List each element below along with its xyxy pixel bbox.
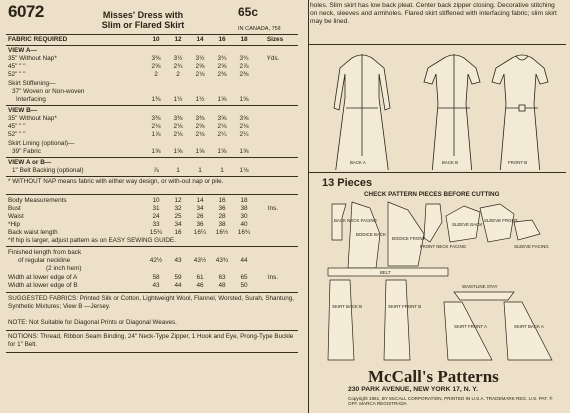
- back-view-sketches: [308, 46, 566, 170]
- row-label: Skirt Lining (optional)—: [8, 140, 75, 147]
- cell: 2¾: [173, 63, 183, 70]
- divider: [6, 330, 298, 331]
- cell: 2⅝: [195, 63, 205, 70]
- view-a-heading: VIEW A—: [8, 47, 37, 54]
- cell: 3¾: [217, 55, 227, 62]
- row-label: 37" Woven or Non-woven: [12, 88, 85, 95]
- divider: [308, 172, 566, 173]
- cell: 1: [220, 167, 224, 174]
- table-row: [6, 197, 298, 205]
- cell: 65: [240, 274, 248, 281]
- row-label: Waist: [8, 213, 24, 220]
- cell: 61: [196, 274, 204, 281]
- label-front-neck-facing: FRONT NECK FACING: [420, 244, 467, 249]
- copyright: Copyright 1961, BY McCALL CORPORATION, PRINTED IN U.S.A. TRADEMARK REG. U.S. PAT. ® OFF. MARCA REGISTRADA: [348, 396, 553, 406]
- back-a-label: BACK A: [350, 160, 366, 165]
- label-skirt-front-b: SKIRT FRONT B: [388, 304, 422, 309]
- back-b-label: BACK B: [442, 160, 459, 165]
- row-label: Back waist length: [8, 229, 58, 236]
- cell: 16: [174, 229, 182, 236]
- row-label: Body Measurements: [8, 197, 67, 204]
- cell: 50: [240, 282, 248, 289]
- cell: 3⅜: [151, 55, 161, 62]
- cell: 16¼: [193, 229, 207, 236]
- cell: 3⅝: [217, 115, 227, 122]
- divider: [6, 194, 298, 195]
- row-label: of regular neckline: [18, 257, 71, 264]
- pattern-title: [88, 10, 198, 30]
- cell: 36: [196, 221, 204, 228]
- cell: 28: [218, 213, 226, 220]
- divider: [6, 292, 298, 293]
- back-b-sketch: [424, 54, 480, 170]
- cell: 42½: [149, 257, 163, 264]
- row-label: 52" " ": [8, 71, 26, 78]
- cell: 2⅛: [239, 123, 249, 130]
- table-row: [6, 55, 298, 63]
- canada-price: IN CANADA, 75¢: [238, 26, 281, 32]
- finished-line-1: [6, 249, 298, 257]
- title-line-1: Misses' Dress with: [102, 10, 184, 20]
- skirt-back-a-piece: [504, 302, 552, 360]
- sleeve-facing-piece: [514, 220, 540, 240]
- cell: 3¾: [239, 55, 249, 62]
- skirt-front-b-piece: [384, 280, 410, 360]
- size-cell: 12: [174, 36, 182, 43]
- cell: 3½: [195, 55, 205, 62]
- cell: 1⅝: [195, 148, 205, 155]
- cell: 43: [174, 257, 182, 264]
- sleeve-front-piece: [480, 204, 514, 242]
- table-row: [6, 96, 298, 104]
- cell: 2⅛: [195, 131, 205, 138]
- waistline-stay-piece: [454, 292, 514, 300]
- cell: 2⅛: [173, 123, 183, 130]
- cell: 16: [218, 197, 226, 204]
- cell: 34: [174, 221, 182, 228]
- table-row: [6, 229, 298, 237]
- cell: 2⅝: [195, 123, 205, 130]
- finished-line-3: [6, 265, 298, 273]
- cell: 14: [196, 197, 204, 204]
- view-a-heading-row: [6, 47, 298, 55]
- size-cell: 18: [240, 36, 248, 43]
- size-cell: 10: [152, 36, 160, 43]
- divider: [6, 246, 298, 247]
- cell: 3⅜: [151, 115, 161, 122]
- pieces-count: 13 Pieces: [322, 177, 373, 189]
- hip-note: *If hip is larger, adjust pattern as on EASY SEWING GUIDE.: [8, 237, 176, 244]
- notions: NOTIONS: Thread, Ribbon Seam Binding, 24" Neck-Type Zipper, 1 Hook and Eye, Prong-Type Buckle for 1" Belt.: [8, 333, 294, 348]
- pattern-pieces-diagram: [308, 200, 566, 364]
- table-row: [6, 274, 298, 282]
- cell: 1⅝: [239, 148, 249, 155]
- cell: 1⅝: [217, 96, 227, 103]
- cell: 46: [196, 282, 204, 289]
- table-row: [6, 221, 298, 229]
- row-label: 1" Belt Backing (optional): [12, 167, 84, 174]
- cell: 32: [174, 205, 182, 212]
- cell: 16¾: [237, 229, 251, 236]
- label-skirt-front-a: SKIRT FRONT A: [454, 324, 487, 329]
- suggested-fabrics: SUGGESTED FABRICS: Printed Silk or Cotton, Lightweight Wool, Flannel, Worsted, Surah, Shantung, Synthetic Mixtures; View B —Jersey.: [8, 295, 295, 310]
- table-row: [6, 148, 298, 156]
- cell: 2⅝: [217, 63, 227, 70]
- cell: 3⅜: [173, 115, 183, 122]
- unit-cell: Yds.: [266, 55, 280, 62]
- not-suitable-note: NOTE: Not Suitable for Diagonal Prints or Diagonal Weaves.: [8, 319, 177, 326]
- row-label: 45" " ": [8, 123, 26, 130]
- row-label: 39" Fabric: [12, 148, 41, 155]
- size-cell: Sizes: [266, 36, 284, 43]
- cell: 10: [152, 197, 160, 204]
- cell: 1⅝: [173, 148, 183, 155]
- cell: 24: [152, 213, 160, 220]
- cell: 44: [240, 257, 248, 264]
- right-panel: [308, 0, 566, 413]
- cell: 25: [174, 213, 182, 220]
- cell: 34: [196, 205, 204, 212]
- stiffening-line: [6, 88, 298, 96]
- cell: 3⅝: [239, 115, 249, 122]
- cell: 63: [218, 274, 226, 281]
- front-b-sketch: [492, 55, 548, 170]
- row-label: 35" Without Nap*: [8, 115, 57, 122]
- stiffening-heading: [6, 80, 298, 88]
- cell: 2¼: [217, 131, 227, 138]
- fabric-heading: FABRIC REQUIRED: [8, 36, 68, 43]
- cell: 1⅛: [239, 167, 249, 174]
- row-label: Finished length from back: [8, 249, 82, 256]
- cell: 1⅞: [151, 131, 161, 138]
- cell: 16½: [215, 229, 229, 236]
- cell: 18: [240, 197, 248, 204]
- cell: 58: [152, 274, 160, 281]
- cell: 33: [152, 221, 160, 228]
- cell: 1⅝: [151, 148, 161, 155]
- front-neck-facing-piece: [424, 204, 442, 242]
- divider: [6, 157, 298, 158]
- table-row: [6, 205, 298, 213]
- bodice-front-piece: [388, 202, 424, 266]
- cell: 2: [154, 71, 158, 78]
- cell: 2⅛: [217, 123, 227, 130]
- label-skirt-back-a: SKIRT BACK A: [514, 324, 544, 329]
- cell: 1: [198, 167, 202, 174]
- label-waistline-stay: WAISTLINE STAY: [462, 284, 498, 289]
- nap-note: * WITHOUT NAP means fabric with either way design, or with-out nap or pile.: [8, 178, 224, 185]
- unit-cell: Ins.: [267, 274, 279, 281]
- cell: 12: [174, 197, 182, 204]
- row-label: Bust: [8, 205, 21, 212]
- label-sleeve-front: SLEEVE FRONT: [484, 218, 518, 223]
- table-row: [6, 213, 298, 221]
- unit-cell: Ins.: [267, 205, 279, 212]
- back-a-sketch: [334, 54, 390, 170]
- divider: [6, 45, 298, 46]
- cell: 1: [176, 167, 180, 174]
- pattern-number: 6072: [8, 2, 44, 21]
- cell: 1⅝: [239, 96, 249, 103]
- row-label: 35" Without Nap*: [8, 55, 57, 62]
- label-belt: BELT: [380, 270, 391, 275]
- lining-heading: [6, 140, 298, 148]
- cell: 48: [218, 282, 226, 289]
- table-row: [6, 167, 298, 175]
- cell: 2⅛: [195, 71, 205, 78]
- cell: 38: [218, 221, 226, 228]
- cell: 1½: [195, 96, 205, 103]
- cell: 43½: [193, 257, 207, 264]
- row-label: Width at lower edge of A: [8, 274, 78, 281]
- table-row: [6, 282, 298, 290]
- row-label: (2 inch hem): [46, 265, 82, 272]
- view-ab-heading-row: [6, 159, 298, 167]
- table-row: [6, 63, 298, 71]
- cell: 38: [240, 205, 248, 212]
- cell: 2⅛: [151, 123, 161, 130]
- cell: 2⅝: [151, 63, 161, 70]
- cell: 2⅞: [239, 63, 249, 70]
- cell: 3½: [173, 55, 183, 62]
- cell: 15¾: [149, 229, 163, 236]
- row-label: Skirt Stiffening—: [8, 80, 56, 87]
- cell: 1⅝: [217, 148, 227, 155]
- divider: [308, 44, 566, 45]
- label-bodice-front: BODICE FRONT: [392, 236, 426, 241]
- label-sleeve-back: SLEEVE BACK: [452, 222, 483, 227]
- left-panel: [6, 4, 306, 410]
- cell: 1½: [173, 96, 183, 103]
- divider: [6, 352, 298, 353]
- label-back-neck-facing: BACK NECK FACING: [334, 218, 377, 223]
- cell: 43: [152, 282, 160, 289]
- label-sleeve-facing: SLEEVE FACING: [514, 244, 549, 249]
- row-label: Interfacing: [16, 96, 46, 103]
- description: holes. Slim skirt has low back pleat. Center back zipper closing. Decorative stitching on neck, sleeves and armholes. Flared skirt stiffened with interfacing fabric; slim skirt may be lined.: [310, 2, 557, 25]
- view-b-heading: VIEW B—: [8, 107, 38, 114]
- cell: 30: [240, 213, 248, 220]
- divider: [6, 34, 298, 35]
- cell: 31: [152, 205, 160, 212]
- cell: 2⅜: [239, 71, 249, 78]
- fabric-header-row: [6, 36, 298, 44]
- table-row: [6, 131, 298, 139]
- label-skirt-back-b: SKIRT BACK B: [332, 304, 363, 309]
- price: 65c: [238, 5, 259, 19]
- cell: 2: [176, 71, 180, 78]
- table-row: [6, 257, 298, 265]
- front-b-label: FRONT B: [508, 160, 528, 165]
- cell: 2⅛: [173, 131, 183, 138]
- cell: 2⅜: [217, 71, 227, 78]
- row-label: Width at lower edge of B: [8, 282, 78, 289]
- title-line-2: Slim or Flared Skirt: [101, 20, 185, 30]
- brand-name: McCall's Patterns: [368, 367, 499, 386]
- cell: 1⅜: [151, 96, 161, 103]
- cell: 40: [240, 221, 248, 228]
- view-ab-heading: VIEW A or B—: [8, 159, 52, 166]
- view-b-heading-row: [6, 107, 298, 115]
- skirt-back-b-piece: [328, 280, 354, 360]
- table-row: [6, 123, 298, 131]
- cell: 43¾: [215, 257, 229, 264]
- size-cell: 14: [196, 36, 204, 43]
- row-label: 45" " ": [8, 63, 26, 70]
- brand-address: 230 PARK AVENUE, NEW YORK 17, N. Y.: [348, 386, 478, 393]
- divider: [6, 105, 298, 106]
- divider: [6, 176, 298, 177]
- cell: 44: [174, 282, 182, 289]
- table-row: [6, 71, 298, 79]
- table-row: [6, 115, 298, 123]
- label-bodice-back: BODICE BACK: [356, 232, 387, 237]
- skirt-front-a-piece: [444, 302, 492, 360]
- cell: 59: [174, 274, 182, 281]
- cell: 26: [196, 213, 204, 220]
- cell: 36: [218, 205, 226, 212]
- cell: 2¼: [239, 131, 249, 138]
- size-cell: 16: [218, 36, 226, 43]
- row-label: 52" " ": [8, 131, 26, 138]
- check-pieces-note: CHECK PATTERN PIECES BEFORE CUTTING: [364, 191, 500, 198]
- cell: ⅞: [153, 167, 159, 174]
- cell: 3⅜: [195, 115, 205, 122]
- row-label: *Hip: [8, 221, 21, 228]
